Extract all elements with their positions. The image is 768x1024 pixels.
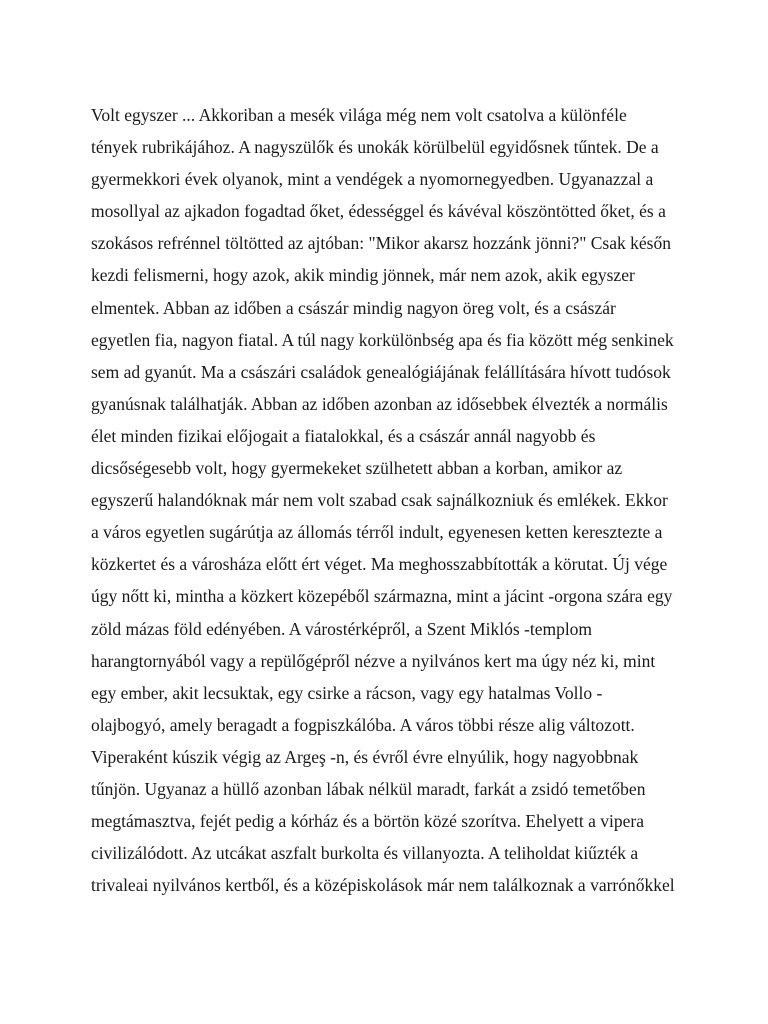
text-line: gyanúsnak találhatják. Abban az időben azonban az idősebbek élvezték a normális — [91, 393, 668, 414]
text-line: Volt egyszer ... Akkoriban a mesék világa még nem volt csatolva a különféle — [91, 105, 627, 125]
text-line: élet minden fizikai előjogait a fiatalokkal, és a császár annál nagyobb és — [91, 425, 596, 446]
text-line: egyetlen fia, nagyon fiatal. A túl nagy korkülönbség apa és fia között még senkinek — [91, 329, 674, 350]
text-line: szokásos refrénnel töltötted az ajtóban: "Mikor akarsz hozzánk jönni?" Csak későn — [91, 233, 671, 254]
text-line: olajbogyó, amely beragadt a fogpiszkálóba. A város többi része alig változott. — [91, 714, 635, 735]
text-line: Viperaként kúszik végig az Argeş -n, és évről évre elnyúlik, hogy nagyobbnak — [91, 746, 639, 767]
text-line: sem ad gyanút. Ma a császári családok genealógiájának felállítására hívott tudósok — [91, 361, 671, 382]
text-line: trivaleai nyilvános kertből, és a középiskolások már nem találkoznak a varrónőkkel — [91, 875, 675, 896]
text-line: dicsőségesebb volt, hogy gyermekeket szülhetett abban a korban, amikor az — [91, 458, 623, 479]
text-line: közkertet és a városháza előtt ért véget. Ma meghosszabbították a körutat. Új vége — [91, 554, 668, 575]
text-line: elmentek. Abban az időben a császár mindig nagyon öreg volt, és a császár — [91, 297, 616, 318]
text-line: egy ember, akit lecsuktak, egy csirke a rácson, vagy egy hatalmas Vollo - — [91, 682, 603, 703]
text-line: tények rubrikájához. A nagyszülők és unokák körülbelül egyidősnek tűntek. De a — [91, 137, 659, 158]
text-line: megtámasztva, fejét pedig a kórház és a börtön közé szorítva. Ehelyett a vipera — [91, 811, 644, 832]
text-line: tűnjön. Ugyanaz a hüllő azonban lábak nélkül maradt, farkát a zsidó temetőben — [91, 778, 646, 799]
text-line: zöld mázas föld edényében. A várostérképről, a Szent Miklós -templom — [91, 618, 593, 639]
text-line: harangtornyából vagy a repülőgépről nézve a nyilvános kert ma úgy néz ki, mint — [91, 650, 656, 671]
text-line: a város egyetlen sugárútja az állomás térről indult, egyenesen ketten keresztezte a — [91, 522, 663, 543]
text-line: kezdi felismerni, hogy azok, akik mindig jönnek, már nem azok, akik egyszer — [91, 265, 635, 286]
text-line: egyszerű halandóknak már nem volt szabad csak sajnálkozniuk és emlékek. Ekkor — [91, 490, 668, 511]
text-line: úgy nőtt ki, mintha a közkert közepéből származna, mint a jácint -orgona szára egy — [91, 586, 673, 607]
text-line: gyermekkori évek olyanok, mint a vendégek a nyomornegyedben. Ugyanazzal a — [91, 169, 654, 190]
text-line: mosollyal az ajkadon fogadtad őket, édességgel és kávéval köszöntötted őket, és a — [91, 201, 666, 222]
text-line: civilizálódott. Az utcákat aszfalt burkolta és villanyozta. A teliholdat kiűzték a — [91, 843, 639, 864]
body-text — [91, 99, 691, 901]
